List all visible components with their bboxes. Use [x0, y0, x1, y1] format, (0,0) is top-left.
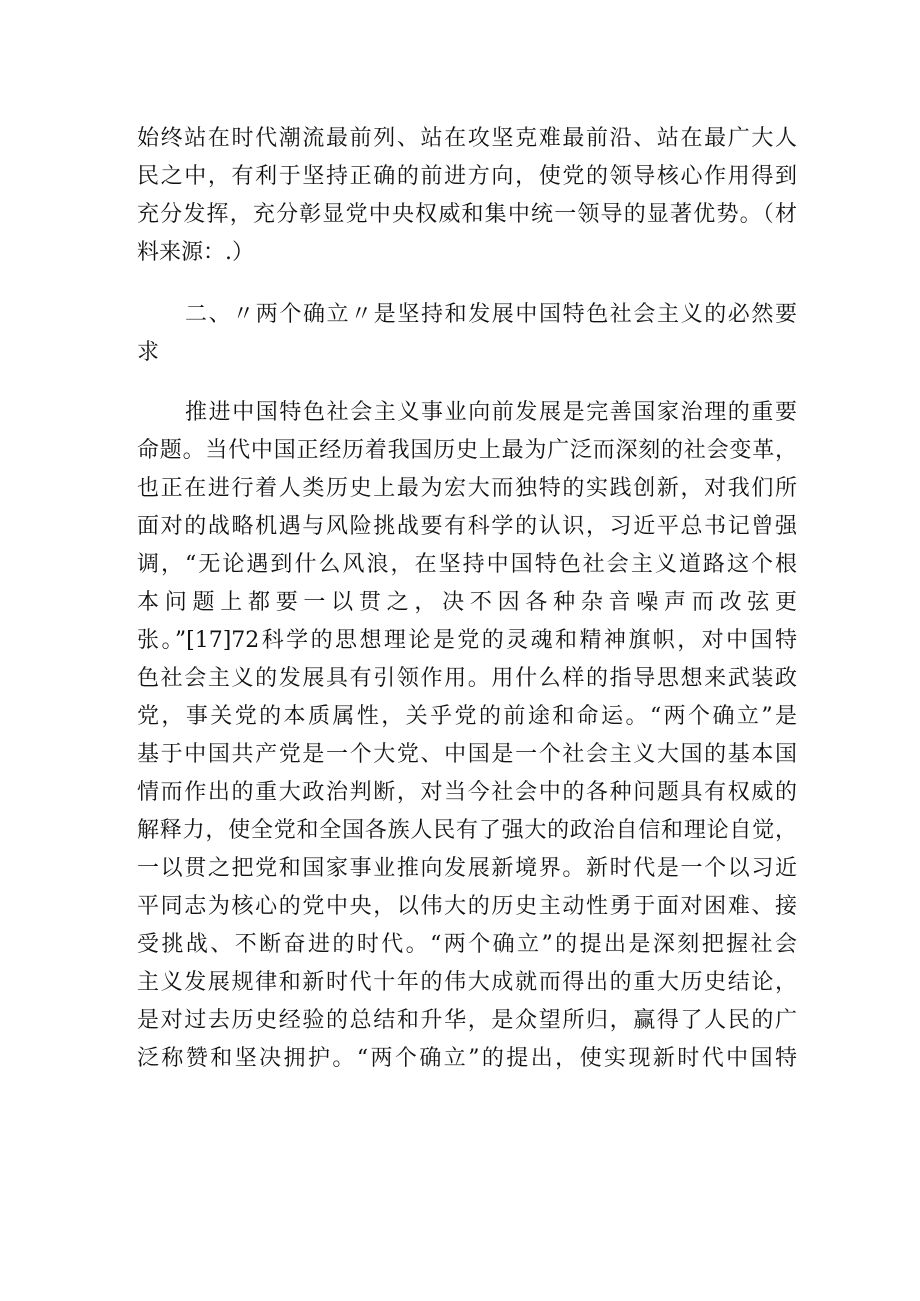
text-line: 是对过去历史经验的总结和升华，是众望所归，赢得了人民的广 [137, 1008, 797, 1033]
text-line: 始终站在时代潮流最前列、站在攻坚克难最前沿、站在最广大人 [137, 126, 797, 151]
text-line: 色社会主义的发展具有引领作用。用什么样的指导思想来武装政 [137, 666, 797, 691]
section-heading: 二、〃两个确立〃是坚持和发展中国特色社会主义的必然要 [185, 302, 797, 327]
text-line: 本问题上都要一以贯之，决不因各种杂音噪声而改弦更 [137, 590, 797, 615]
text-line: 平同志为核心的党中央，以伟大的历史主动性勇于面对困难、接 [137, 894, 797, 919]
section-heading: 求 [137, 340, 160, 365]
text-line: 党，事关党的本质属性，关乎党的前途和命运。“两个确立”是 [137, 704, 797, 729]
text-line: 主义发展规律和新时代十年的伟大成就而得出的重大历史结论， [137, 970, 797, 995]
text-line: 情而作出的重大政治判断，对当今社会中的各种问题具有权威的 [137, 780, 797, 805]
text-line: 泛称赞和坚决拥护。“两个确立”的提出，使实现新时代中国特 [137, 1046, 797, 1071]
text-line: 充分发挥，充分彰显党中央权威和集中统一领导的显著优势。（材 [137, 202, 797, 227]
text-line: 也正在进行着人类历史上最为宏大而独特的实践创新，对我们所 [137, 476, 797, 501]
text-line: 命题。当代中国正经历着我国历史上最为广泛而深刻的社会变革， [137, 438, 797, 463]
text-line: 解释力，使全党和全国各族人民有了强大的政治自信和理论自觉， [137, 818, 797, 843]
text-line: 推进中国特色社会主义事业向前发展是完善国家治理的重要 [185, 400, 797, 425]
text-line: 基于中国共产党是一个大党、中国是一个社会主义大国的基本国 [137, 742, 797, 767]
text-line: 调，“无论遇到什么风浪，在坚持中国特色社会主义道路这个根 [137, 552, 797, 577]
text-line: 面对的战略机遇与风险挑战要有科学的认识，习近平总书记曾强 [137, 514, 797, 539]
text-line: 受挑战、不断奋进的时代。“两个确立”的提出是深刻把握社会 [137, 932, 797, 957]
text-line: 一以贯之把党和国家事业推向发展新境界。新时代是一个以习近 [137, 856, 797, 881]
text-line: 张。”[17]72科学的思想理论是党的灵魂和精神旗帜，对中国特 [137, 628, 797, 653]
text-line: 民之中，有利于坚持正确的前进方向，使党的领导核心作用得到 [137, 164, 797, 189]
text-line: 料来源：.） [137, 240, 254, 265]
